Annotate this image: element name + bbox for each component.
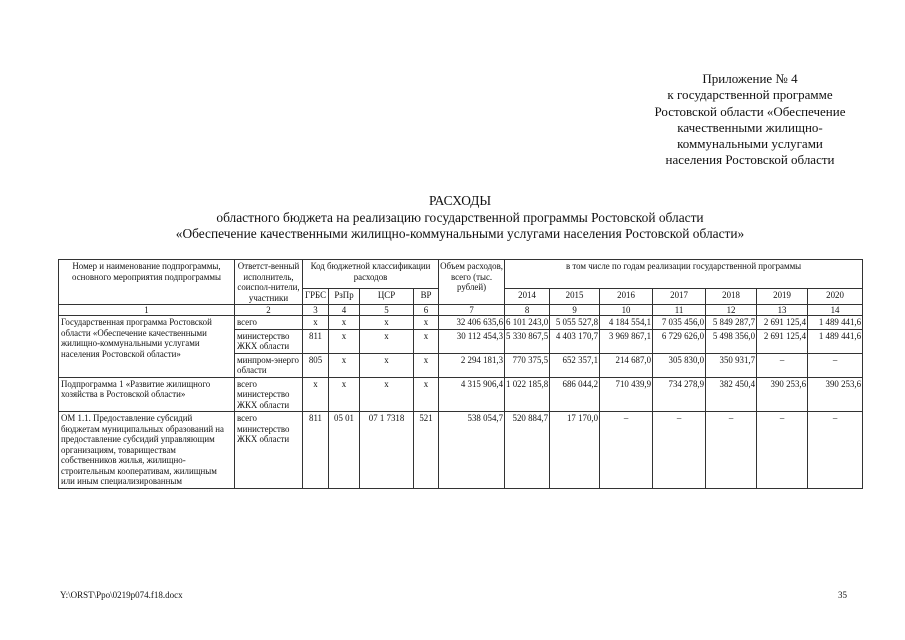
- column-number: 4: [329, 305, 360, 316]
- cell-year-value: 686 044,2: [550, 377, 600, 412]
- column-number: 8: [505, 305, 550, 316]
- footer-page-number: 35: [838, 590, 847, 600]
- column-number: 12: [706, 305, 757, 316]
- budget-table: [58, 259, 863, 489]
- cell-year-value: 770 375,5: [505, 353, 550, 377]
- column-number: 11: [653, 305, 706, 316]
- table-row: [59, 377, 863, 412]
- cell-vr: 521: [414, 412, 439, 489]
- row-name-measure: ОМ 1.1. Предоставление субсидий бюджетам муниципальных образований на предоставление субсидий управляющим организациям, товариществам собственников жилья, жилищно-строительным кооперативам, жилищным или иным специализированным: [59, 412, 235, 489]
- header-code-group: Код бюджетной классификации расходов: [303, 260, 439, 289]
- appendix-line: к государственной программе: [667, 87, 833, 103]
- column-number: 14: [808, 305, 863, 316]
- cell-year-value: 7 035 456,0: [653, 316, 706, 330]
- column-numbers-row: [59, 305, 863, 316]
- column-number: 13: [757, 305, 808, 316]
- cell-year-value: 520 884,7: [505, 412, 550, 489]
- header-years-group: в том числе по годам реализации государственной программы: [505, 260, 863, 289]
- cell-year-value: 305 830,0: [653, 353, 706, 377]
- cell-year-value: 6 101 243,0: [506, 317, 549, 327]
- cell-rzpr: х: [329, 329, 360, 353]
- cell-year-value: 350 931,7: [706, 353, 757, 377]
- cell-csr: х: [360, 316, 414, 330]
- cell-year-value: 5 498 356,0: [706, 329, 757, 353]
- header-year: 2018: [706, 288, 757, 304]
- cell-year-value: 5 330 867,5: [505, 329, 550, 353]
- cell-year-value: 1 489 441,6: [808, 316, 863, 330]
- cell-csr: 07 1 7318: [360, 412, 414, 489]
- cell-grbs: 811: [303, 329, 329, 353]
- header-year: 2020: [808, 288, 863, 304]
- cell-grbs: х: [303, 316, 329, 330]
- column-number: 1: [59, 305, 235, 316]
- column-number: 3: [303, 305, 329, 316]
- cell-year-value: 6 729 626,0: [653, 329, 706, 353]
- header-grbs: ГРБС: [303, 288, 329, 304]
- cell-year-value: 710 439,9: [600, 377, 653, 412]
- table-row: [59, 316, 863, 330]
- cell-year-value: 214 687,0: [600, 353, 653, 377]
- cell-executor: всего министерство ЖКХ области: [235, 377, 303, 412]
- cell-total: 4 315 906,4: [439, 377, 505, 412]
- cell-total: 32 406 635,6: [439, 316, 505, 330]
- column-number: 6: [414, 305, 439, 316]
- cell-vr: х: [414, 377, 439, 412]
- appendix-block: [600, 71, 900, 169]
- cell-year-value: –: [808, 353, 863, 377]
- cell-year-value: 1 489 441,6: [808, 329, 863, 353]
- cell-vr: х: [414, 316, 439, 330]
- column-number: 9: [550, 305, 600, 316]
- cell-year-value: –: [757, 353, 808, 377]
- title-main: РАСХОДЫ: [428, 193, 492, 208]
- cell-year-value: –: [653, 412, 706, 489]
- cell-year-value: –: [706, 412, 757, 489]
- cell-year-value: 4 403 170,7: [550, 329, 600, 353]
- row-name-program: Государственная программа Ростовской области «Обеспечение качественными жилищно-коммунальными услугами населения Ростовской области»: [59, 316, 235, 378]
- cell-year-value: 652 357,1: [550, 353, 600, 377]
- row-name-subprogram: Подпрограмма 1 «Развитие жилищного хозяйства в Ростовской области»: [59, 377, 235, 412]
- cell-year-value: 5 055 527,8: [550, 316, 600, 330]
- cell-year-value: 390 253,6: [757, 377, 808, 412]
- appendix-line: Ростовской области «Обеспечение: [654, 103, 846, 119]
- cell-grbs: 805: [303, 353, 329, 377]
- header-year: 2017: [653, 288, 706, 304]
- cell-grbs: 811: [303, 412, 329, 489]
- cell-year-value: 5 849 287,7: [706, 316, 757, 330]
- cell-total: 538 054,7: [439, 412, 505, 489]
- cell-executor: всего: [235, 316, 303, 330]
- cell-total: 30 112 454,3: [439, 329, 505, 353]
- cell-year-value: 390 253,6: [808, 377, 863, 412]
- cell-year-value: –: [600, 412, 653, 489]
- cell-csr: х: [360, 353, 414, 377]
- cell-year-value: 3 969 867,1: [600, 329, 653, 353]
- header-year: 2016: [600, 288, 653, 304]
- cell-rzpr: х: [329, 353, 360, 377]
- appendix-line: качественными жилищно-: [677, 119, 823, 135]
- cell-executor: минпром-энерго области: [235, 353, 303, 377]
- cell-rzpr: х: [329, 377, 360, 412]
- header-executor: Ответст-венный исполнитель, соиспол-нители, участники: [235, 260, 303, 305]
- cell-year-value: 4 184 554,1: [600, 316, 653, 330]
- title-line: «Обеспечение качественными жилищно-коммунальными услугами населения Ростовской области»: [175, 226, 745, 241]
- cell-year-value: 17 170,0: [550, 412, 600, 489]
- header-name: Номер и наименование подпрограммы, основного мероприятия подпрограммы: [59, 260, 235, 305]
- appendix-line: коммунальными услугами: [677, 136, 823, 152]
- cell-year-value: 2 691 125,4: [757, 329, 808, 353]
- header-year: 2019: [757, 288, 808, 304]
- cell-year-value: 382 450,4: [706, 377, 757, 412]
- header-year: 2014: [505, 288, 550, 304]
- cell-year-value: 1 022 185,8: [505, 377, 550, 412]
- column-number: 5: [360, 305, 414, 316]
- column-number: 7: [439, 305, 505, 316]
- header-year: 2015: [550, 288, 600, 304]
- cell-csr: х: [360, 377, 414, 412]
- header-vr: ВР: [414, 288, 439, 304]
- cell-year-value: 734 278,9: [653, 377, 706, 412]
- column-number: 10: [600, 305, 653, 316]
- document-title: [60, 193, 860, 243]
- cell-grbs: х: [303, 377, 329, 412]
- appendix-line: Приложение № 4: [702, 71, 798, 86]
- title-line: областного бюджета на реализацию государственной программы Ростовской области: [216, 209, 704, 225]
- column-number: 2: [235, 305, 303, 316]
- header-rzpr: РзПр: [329, 288, 360, 304]
- cell-year-value: –: [808, 412, 863, 489]
- cell-total: 2 294 181,3: [439, 353, 505, 377]
- cell-csr: х: [360, 329, 414, 353]
- table-header-row: [59, 260, 863, 289]
- cell-vr: х: [414, 329, 439, 353]
- appendix-line: населения Ростовской области: [665, 152, 835, 168]
- cell-rzpr: 05 01: [329, 412, 360, 489]
- header-csr: ЦСР: [360, 288, 414, 304]
- cell-rzpr: х: [329, 316, 360, 330]
- cell-vr: х: [414, 353, 439, 377]
- table-row: [59, 412, 863, 489]
- footer-file-path: Y:\ORST\Ppo\0219p074.f18.docx: [60, 590, 183, 600]
- cell-executor: всего министерство ЖКХ области: [235, 412, 303, 489]
- cell-year-value: –: [757, 412, 808, 489]
- cell-executor: министерство ЖКХ области: [235, 329, 303, 353]
- cell-year-value: 2 691 125,4: [757, 316, 808, 330]
- header-volume: Объем расходов, всего (тыс. рублей): [439, 260, 505, 305]
